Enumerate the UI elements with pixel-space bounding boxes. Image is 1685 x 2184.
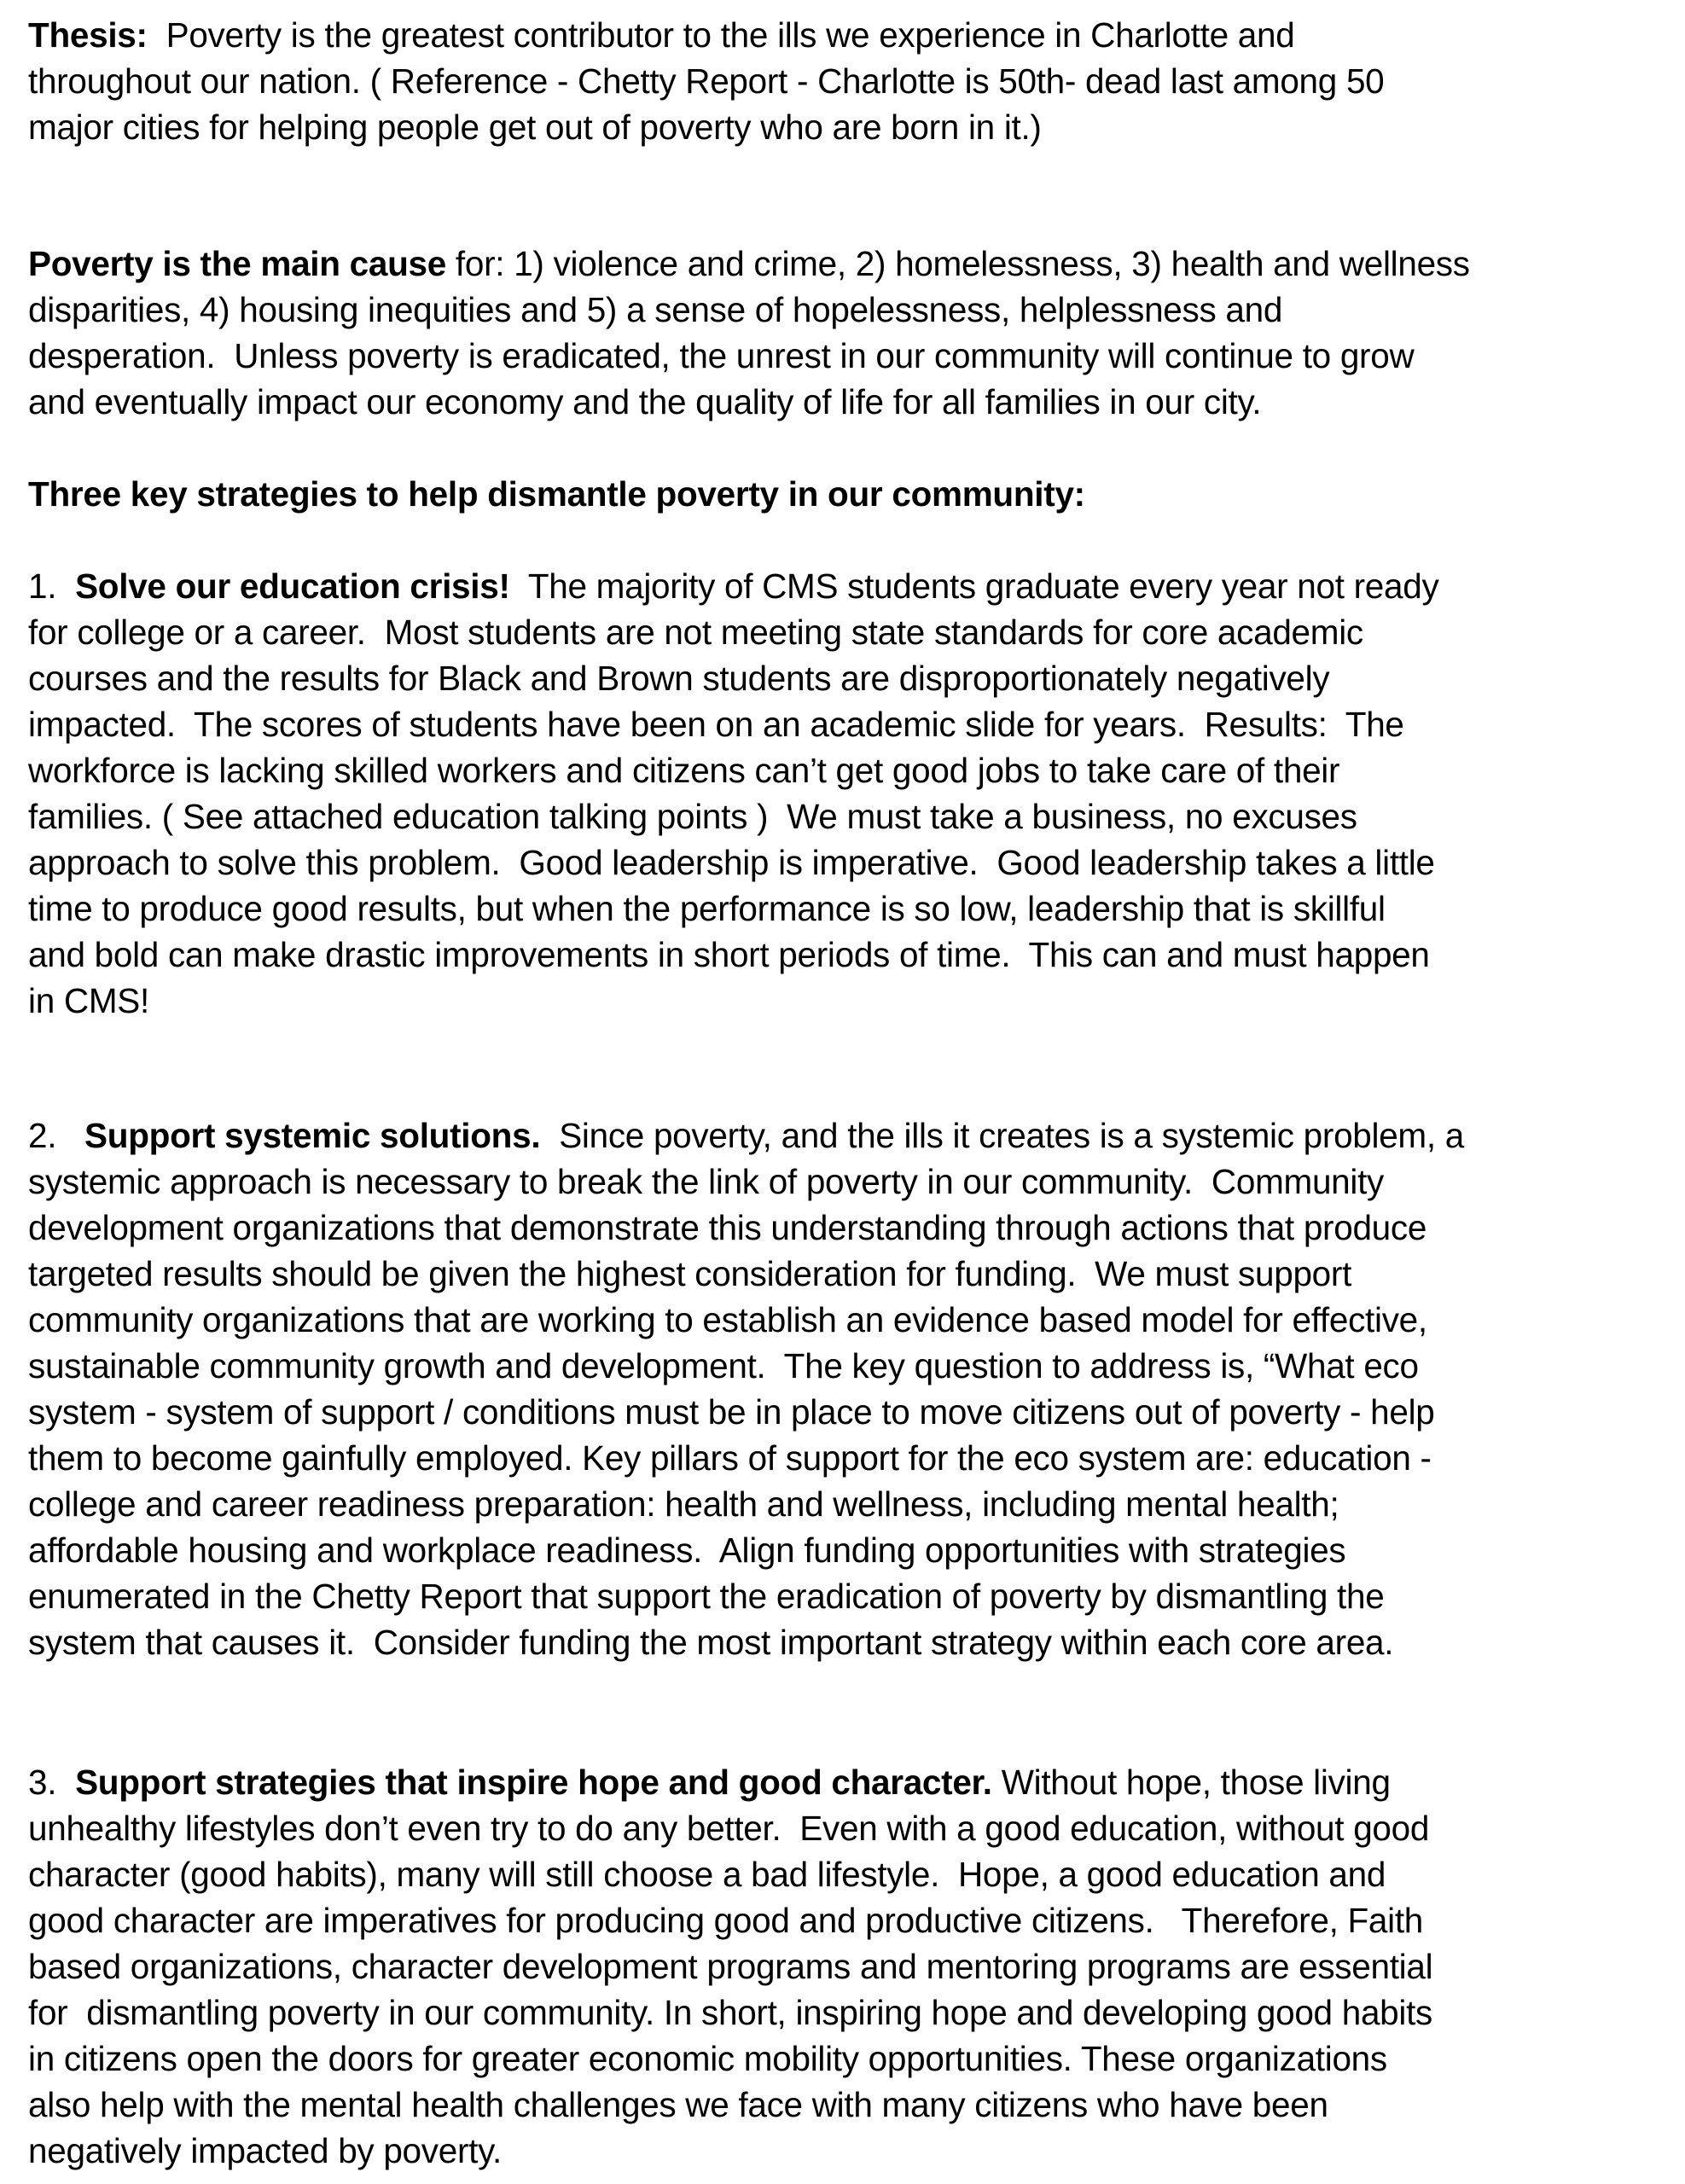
strategy-2-line-3: development organizations that demonstrate this understanding through actions that produce <box>28 1208 1427 1247</box>
strategy-2-line-5: community organizations that are working to establish an evidence based model for effective, <box>28 1300 1427 1339</box>
strategy-3-line-1: 3. Support strategies that inspire hope and good character. Without hope, those living <box>28 1763 1391 1802</box>
strategy-1-line-4: impacted. The scores of students have been on an academic slide for years. Results: The <box>28 705 1404 744</box>
thesis-line-2: throughout our nation. ( Reference - Chetty Report - Charlotte is 50th- dead last among 50 <box>28 61 1385 101</box>
strategy-2-paragraph <box>28 1112 1683 1665</box>
strategy-3-line-2: unhealthy lifestyles don’t even try to do any better. Even with a good education, without good <box>28 1809 1430 1848</box>
strategy-2-line-7: system - system of support / conditions must be in place to move citizens out of poverty - help <box>28 1392 1435 1432</box>
strategy-3-line-5: based organizations, character development programs and mentoring programs are essential <box>28 1947 1433 1986</box>
strategy-1-number: 1. <box>28 566 76 606</box>
causes-paragraph <box>28 241 1683 425</box>
causes-line-2: disparities, 4) housing inequities and 5) a sense of hopelessness, helplessness and <box>28 290 1283 329</box>
strategy-1-line-2: for college or a career. Most students are not meeting state standards for core academic <box>28 613 1363 652</box>
thesis-line-3: major cities for helping people get out of poverty who are born in it.) <box>28 107 1042 147</box>
strategy-2-line-1: 2. Support systemic solutions. Since poverty, and the ills it creates is a systemic problem, a <box>28 1116 1464 1155</box>
strategy-1-line-6: families. ( See attached education talking points ) We must take a business, no excuses <box>28 797 1357 836</box>
strategy-3-line-6: for dismantling poverty in our community. In short, inspiring hope and developing good habits <box>28 1993 1433 2032</box>
strategy-2-line-9: college and career readiness preparation: health and wellness, including mental health; <box>28 1484 1339 1524</box>
strategy-1-line-5: workforce is lacking skilled workers and citizens can’t get good jobs to take care of their <box>28 751 1340 790</box>
strategy-2-line-12: system that causes it. Consider funding the most important strategy within each core area. <box>28 1623 1394 1662</box>
thesis-line-1: Thesis: Poverty is the greatest contributor to the ills we experience in Charlotte and <box>28 15 1295 55</box>
causes-line-4: and eventually impact our economy and the quality of life for all families in our city. <box>28 382 1262 421</box>
strategy-2-line-2: systemic approach is necessary to break the link of poverty in our community. Community <box>28 1162 1384 1201</box>
strategy-1-line-10: in CMS! <box>28 981 149 1020</box>
thesis-label: Thesis: <box>28 15 148 55</box>
strategy-2-line-8: them to become gainfully employed. Key pillars of support for the eco system are: education - <box>28 1438 1432 1478</box>
causes-label: Poverty is the main cause <box>28 244 446 283</box>
strategy-2-title: Support systemic solutions. <box>84 1116 541 1155</box>
strategy-1-title: Solve our education crisis! <box>75 566 510 606</box>
strategy-2-line-6: sustainable community growth and development. The key question to address is, “What eco <box>28 1346 1419 1385</box>
strategy-2-line-4: targeted results should be given the highest consideration for funding. We must support <box>28 1254 1352 1293</box>
strategy-1-line-9: and bold can make drastic improvements in short periods of time. This can and must happen <box>28 935 1430 974</box>
strategy-3-line-4: good character are imperatives for producing good and productive citizens. Therefore, Faith <box>28 1901 1424 1940</box>
causes-line-1: Poverty is the main cause for: 1) violence and crime, 2) homelessness, 3) health and wellness <box>28 244 1470 283</box>
strategy-2-line-11: enumerated in the Chetty Report that support the eradication of poverty by dismantling the <box>28 1577 1385 1616</box>
strategy-1-line-8: time to produce good results, but when the performance is so low, leadership that is skillful <box>28 889 1386 928</box>
strategy-1-line-1: 1. Solve our education crisis! The majority of CMS students graduate every year not ready <box>28 566 1439 606</box>
strategy-3-title: Support strategies that inspire hope and good character. <box>75 1763 992 1802</box>
strategy-3-line-8: also help with the mental health challenges we face with many citizens who have been <box>28 2085 1328 2124</box>
causes-line-3: desperation. Unless poverty is eradicated, the unrest in our community will continue to grow <box>28 336 1415 375</box>
strategy-3-line-7: in citizens open the doors for greater economic mobility opportunities. These organizations <box>28 2039 1387 2078</box>
strategy-3-line-9: negatively impacted by poverty. <box>28 2131 502 2170</box>
strategy-3-line-3: character (good habits), many will still choose a bad lifestyle. Hope, a good education and <box>28 1855 1386 1894</box>
strategy-1-line-3: courses and the results for Black and Brown students are disproportionately negatively <box>28 659 1330 698</box>
strategy-1-paragraph <box>28 563 1683 1024</box>
strategies-heading <box>28 471 1683 517</box>
thesis-paragraph <box>28 12 1683 150</box>
strategy-2-line-10: affordable housing and workplace readiness. Align funding opportunities with strategies <box>28 1531 1346 1570</box>
strategy-2-number: 2. <box>28 1116 85 1155</box>
strategy-3-paragraph <box>28 1759 1683 2174</box>
strategy-1-line-7: approach to solve this problem. Good leadership is imperative. Good leadership takes a little <box>28 843 1435 882</box>
strategies-heading-text: Three key strategies to help dismantle poverty in our community: <box>28 474 1085 514</box>
strategy-3-number: 3. <box>28 1763 76 1802</box>
